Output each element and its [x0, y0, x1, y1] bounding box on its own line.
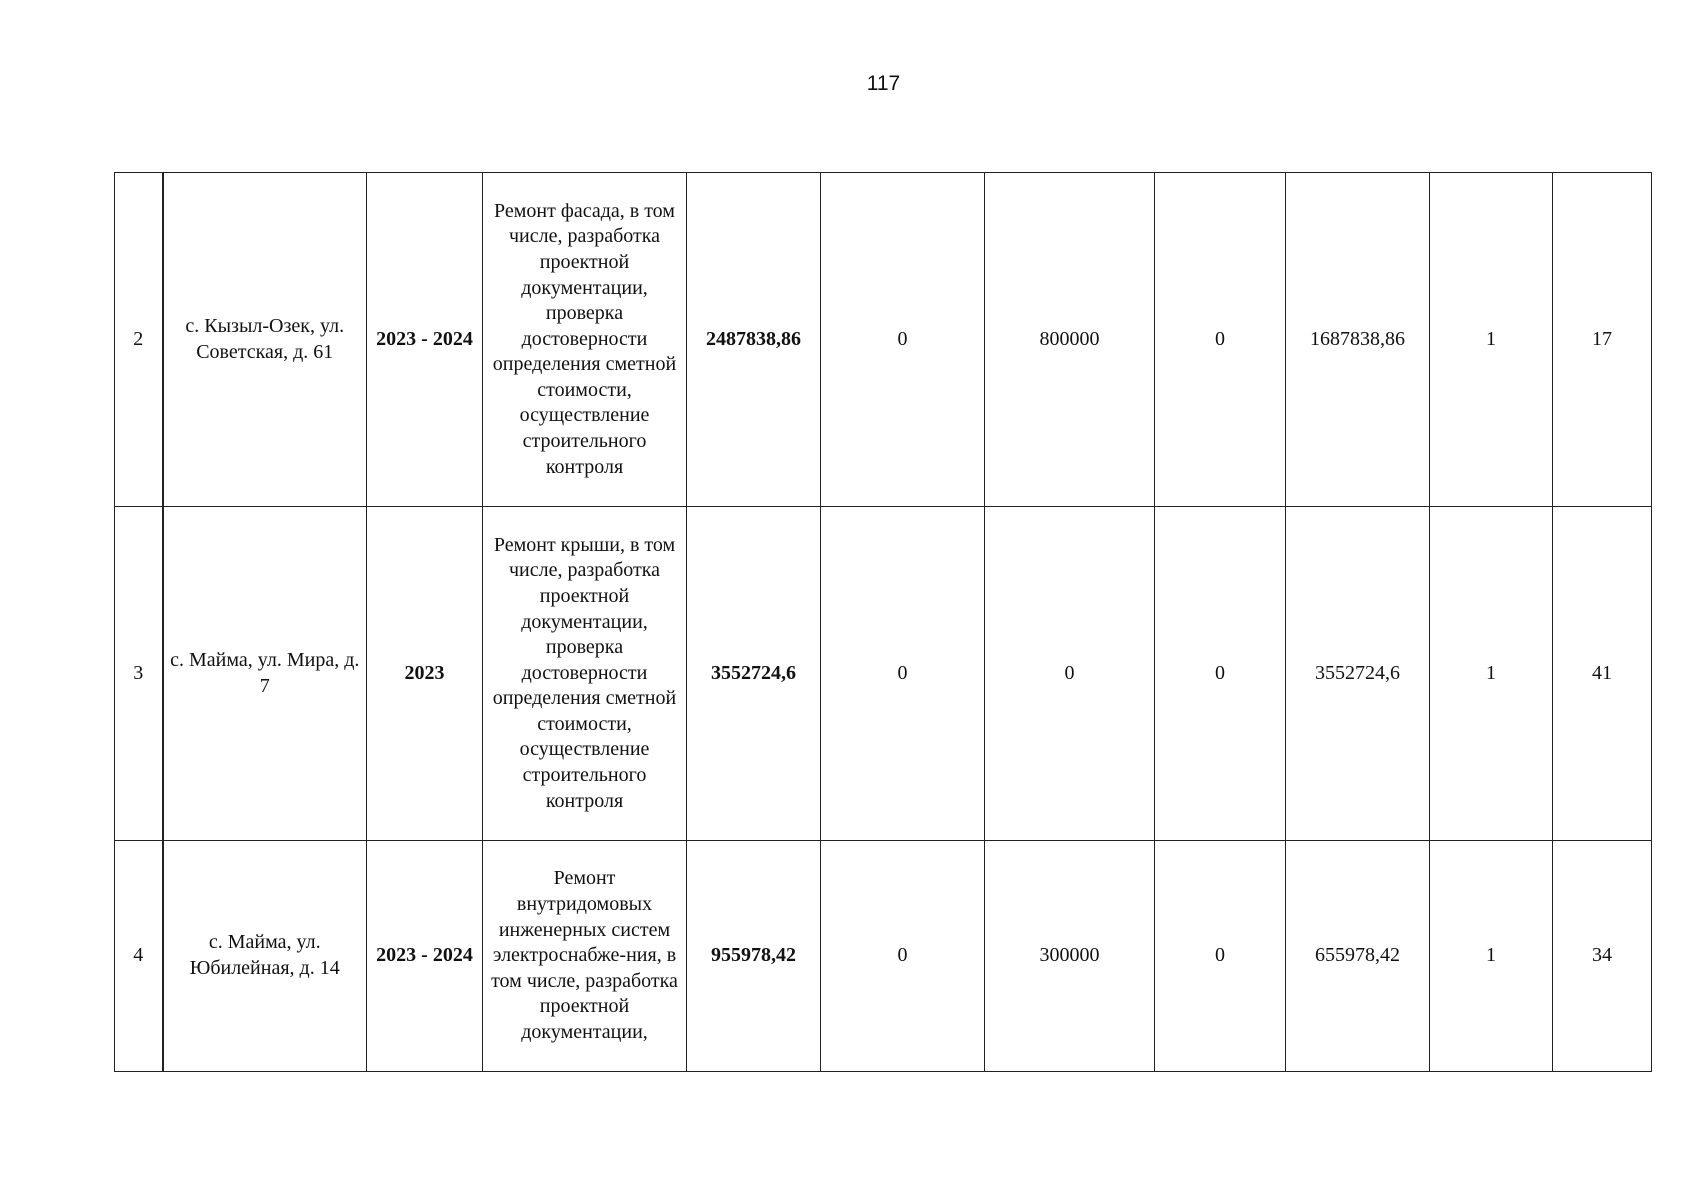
address-cell: с. Майма, ул. Юбилейная, д. 14	[163, 841, 367, 1072]
value-cell: 1687838,86	[1286, 173, 1430, 507]
value-cell: 3552724,6	[1286, 507, 1430, 841]
data-table	[114, 172, 1652, 1072]
address-cell: с. Кызыл-Озек, ул. Советская, д. 61	[163, 173, 367, 507]
value-cell: 800000	[985, 173, 1155, 507]
row-number: 3	[115, 507, 163, 841]
value-cell: 655978,42	[1286, 841, 1430, 1072]
table-row	[115, 841, 1652, 1072]
years-cell: 2023 - 2024	[367, 841, 483, 1072]
value-cell: 34	[1553, 841, 1652, 1072]
row-number: 2	[115, 173, 163, 507]
value-cell: 0	[985, 507, 1155, 841]
total-cost-cell: 3552724,6	[687, 507, 821, 841]
value-cell: 0	[821, 841, 985, 1072]
value-cell: 1	[1430, 841, 1553, 1072]
work-type-cell: Ремонт внутридомовых инженерных систем электроснабже-ния, в том числе, разработка проектной документации,	[483, 841, 687, 1072]
total-cost-cell: 955978,42	[687, 841, 821, 1072]
work-type-cell: Ремонт крыши, в том числе, разработка проектной документации, проверка достоверности определения сметной стоимости, осуществление строительного контроля	[483, 507, 687, 841]
value-cell: 0	[1155, 841, 1286, 1072]
work-type-cell: Ремонт фасада, в том числе, разработка проектной документации, проверка достоверности определения сметной стоимости, осуществление строительного контроля	[483, 173, 687, 507]
value-cell: 17	[1553, 173, 1652, 507]
value-cell: 41	[1553, 507, 1652, 841]
value-cell: 0	[821, 173, 985, 507]
years-cell: 2023 - 2024	[367, 173, 483, 507]
value-cell: 1	[1430, 173, 1553, 507]
value-cell: 0	[1155, 173, 1286, 507]
table-row	[115, 507, 1652, 841]
total-cost-cell: 2487838,86	[687, 173, 821, 507]
address-cell: с. Майма, ул. Мира, д. 7	[163, 507, 367, 841]
value-cell: 0	[821, 507, 985, 841]
years-cell: 2023	[367, 507, 483, 841]
row-number: 4	[115, 841, 163, 1072]
table-row	[115, 173, 1652, 507]
value-cell: 0	[1155, 507, 1286, 841]
value-cell: 1	[1430, 507, 1553, 841]
value-cell: 300000	[985, 841, 1155, 1072]
page-number: 117	[866, 72, 901, 95]
